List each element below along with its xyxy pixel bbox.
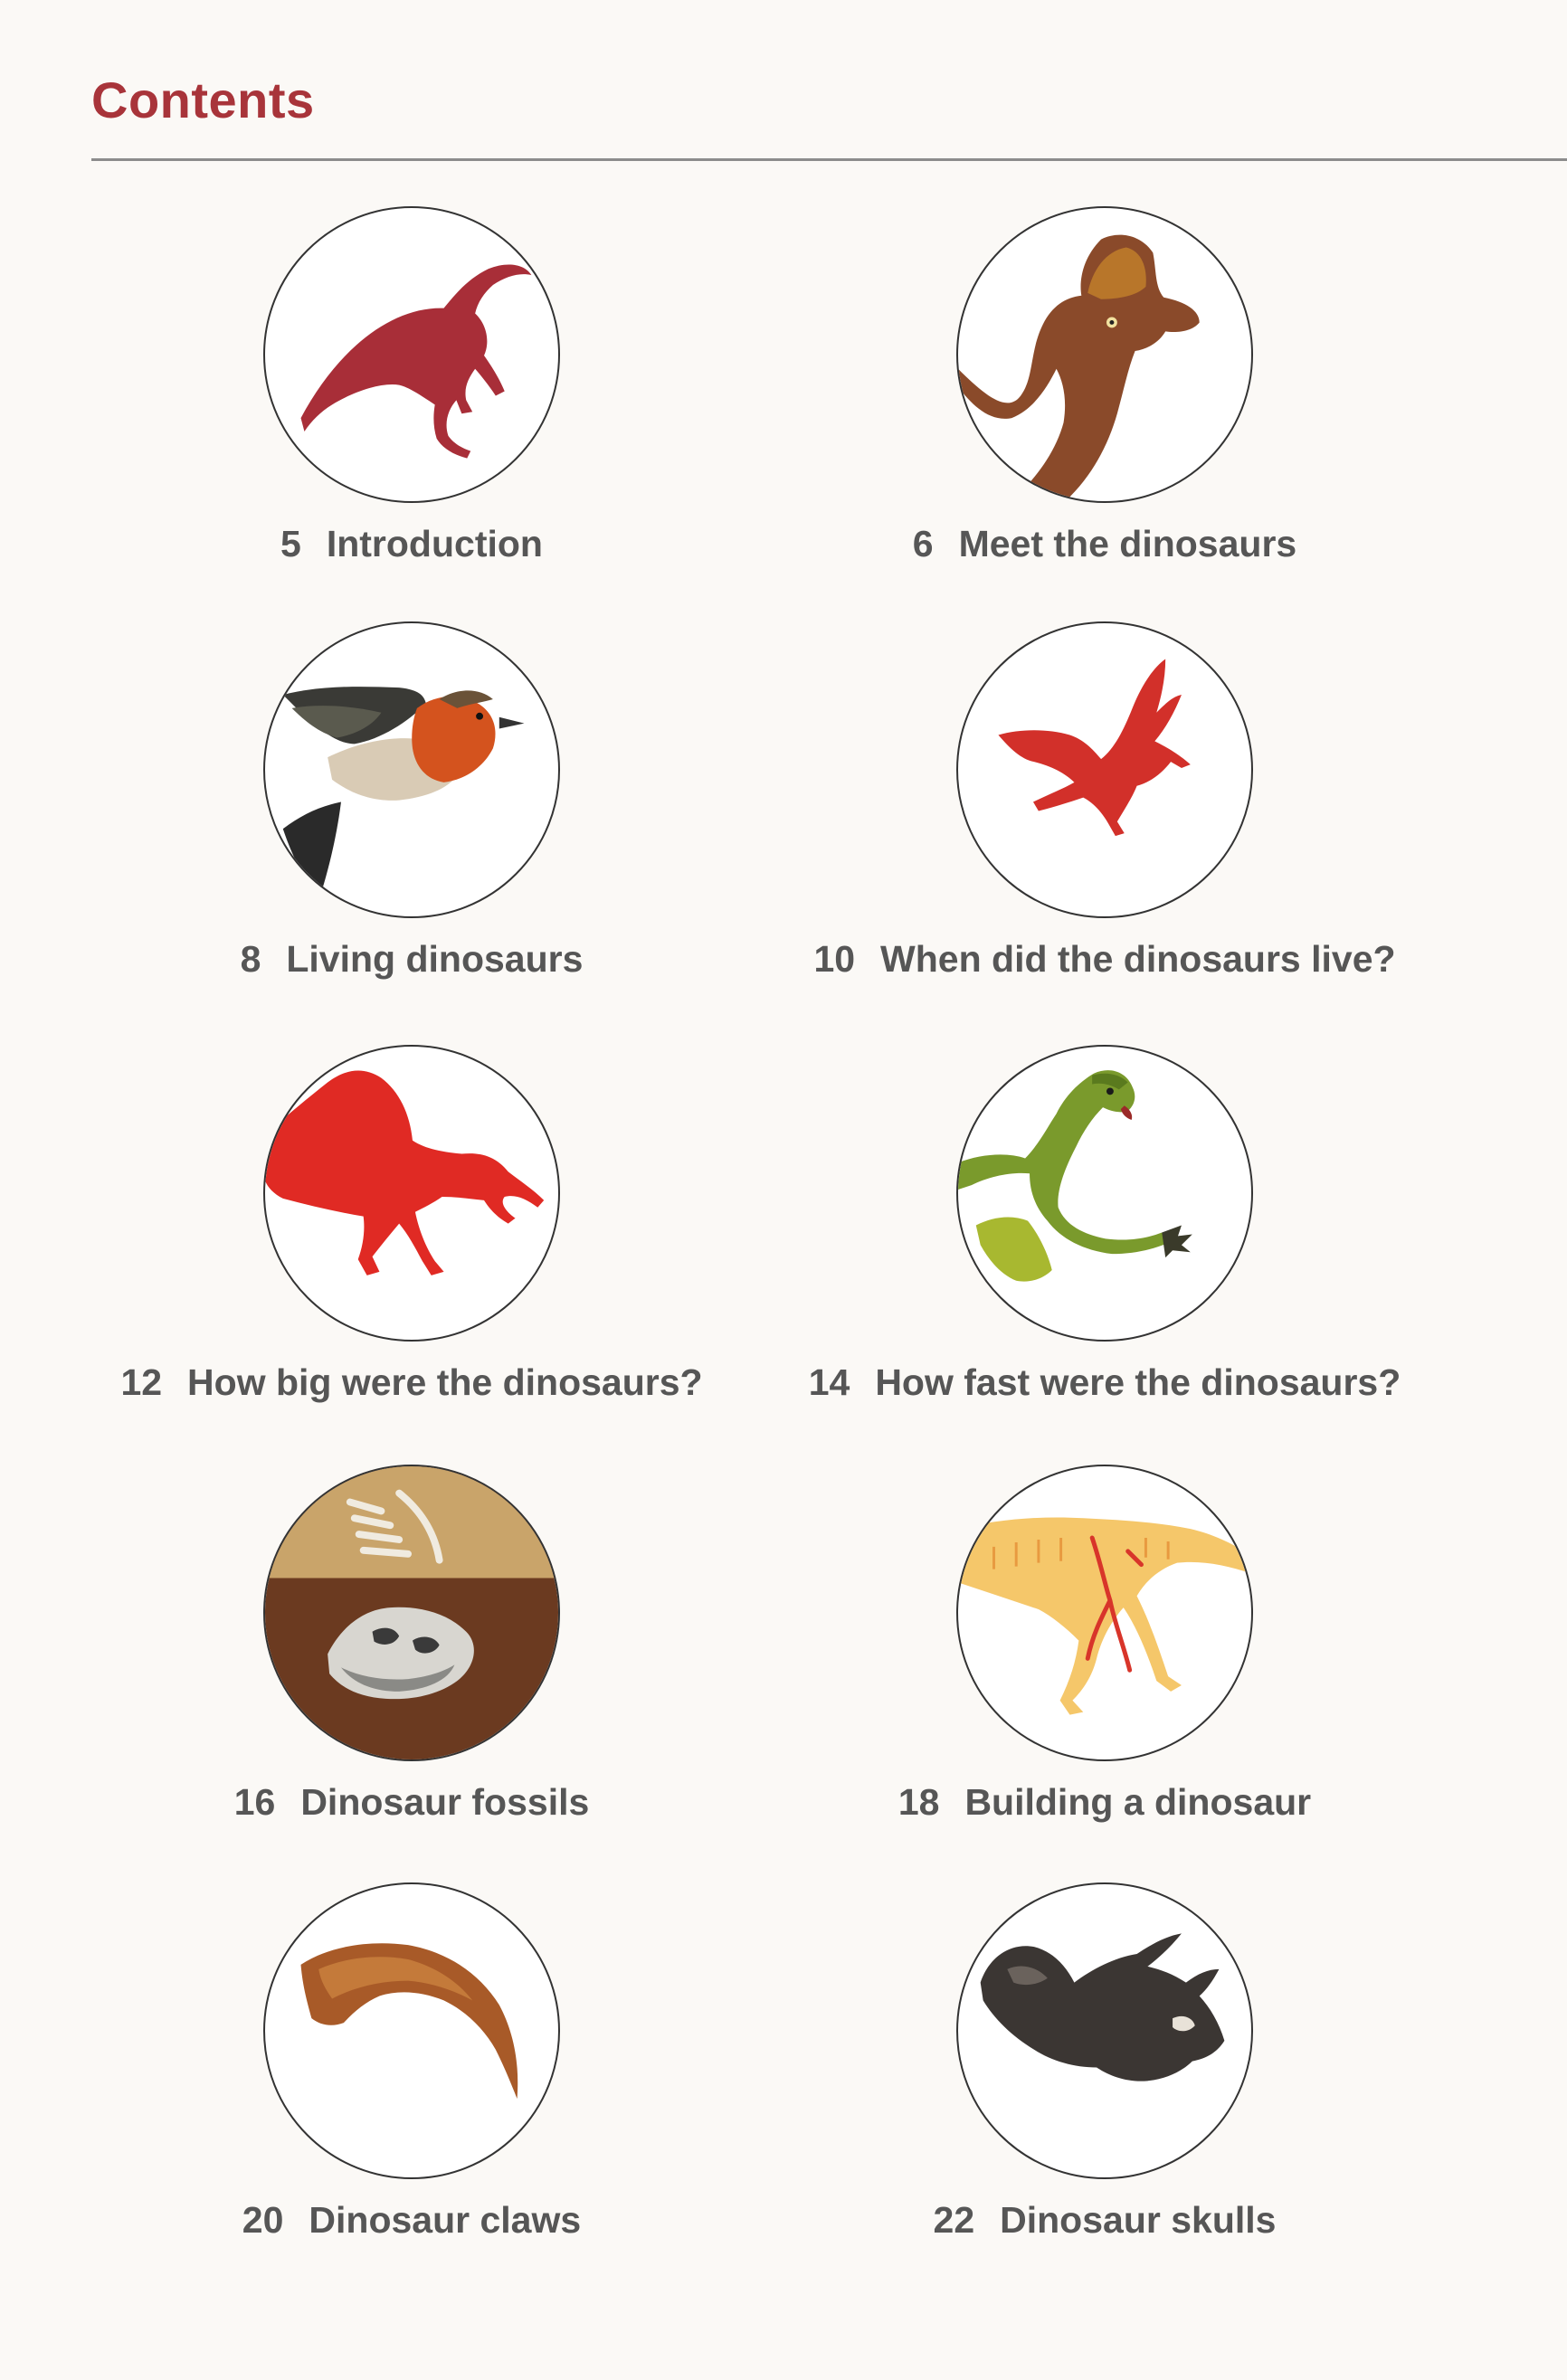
toc-entry-caption	[23, 938, 801, 981]
toc-entry-caption	[23, 523, 801, 565]
toc-entry-caption	[716, 523, 1494, 565]
toc-entry-caption	[716, 2199, 1494, 2242]
spinosaurus-icon	[263, 1045, 560, 1342]
page-number: 5	[280, 523, 301, 564]
oviraptor-icon	[956, 206, 1253, 503]
toc-entry-caption	[716, 1781, 1494, 1824]
entry-title: When did the dinosaurs live?	[880, 938, 1396, 980]
entry-title: Dinosaur fossils	[300, 1781, 590, 1823]
entry-title: Meet the dinosaurs	[958, 523, 1297, 564]
entry-title: How big were the dinosaurs?	[187, 1361, 703, 1403]
toc-entry-building-a-dinosaur[interactable]	[716, 1465, 1494, 1890]
toc-entry-caption	[716, 1361, 1494, 1404]
parasaurolophus-icon	[263, 206, 560, 503]
fossil-dig-icon	[263, 1465, 560, 1761]
page-number: 18	[897, 1781, 940, 1823]
page-title: Contents	[91, 71, 315, 128]
entry-title: Introduction	[326, 523, 543, 564]
toc-entry-caption	[23, 2199, 801, 2242]
toc-entry-living-dinosaurs[interactable]	[23, 621, 801, 1047]
toc-entry-dinosaur-fossils[interactable]	[23, 1465, 801, 1890]
entry-title: Dinosaur skulls	[1000, 2199, 1277, 2241]
page-number: 22	[933, 2199, 975, 2241]
page-number: 16	[233, 1781, 276, 1823]
page-number: 20	[242, 2199, 284, 2241]
page-number: 10	[813, 938, 856, 980]
toc-entry-dinosaur-skulls[interactable]	[716, 1882, 1494, 2308]
toc-entry-how-big-were-the-dinosaurs[interactable]	[23, 1045, 801, 1470]
claw-icon	[263, 1882, 560, 2179]
page-number: 8	[240, 938, 261, 980]
toc-entry-dinosaur-claws[interactable]	[23, 1882, 801, 2308]
page-number: 12	[120, 1361, 163, 1403]
toc-entry-introduction[interactable]	[23, 206, 801, 631]
robin-icon	[263, 621, 560, 918]
toc-entry-how-fast-were-the-dinosaurs[interactable]	[716, 1045, 1494, 1470]
toc-entry-meet-the-dinosaurs[interactable]	[716, 206, 1494, 631]
archaeopteryx-icon	[956, 621, 1253, 918]
triceratops-skull-icon	[956, 1882, 1253, 2179]
entry-title: Dinosaur claws	[309, 2199, 582, 2241]
feathered-dinosaur-icon	[956, 1045, 1253, 1342]
toc-entry-caption	[23, 1361, 801, 1404]
page-number: 6	[912, 523, 934, 564]
entry-title: Building a dinosaur	[964, 1781, 1312, 1823]
toc-entry-caption	[716, 938, 1494, 981]
entry-title: Living dinosaurs	[286, 938, 584, 980]
entry-title: How fast were the dinosaurs?	[875, 1361, 1401, 1403]
title-divider	[91, 158, 1567, 161]
page-number: 14	[808, 1361, 850, 1403]
toc-entry-when-did-the-dinosaurs-live[interactable]	[716, 621, 1494, 1047]
skeleton-icon	[956, 1465, 1253, 1761]
toc-entry-caption	[23, 1781, 801, 1824]
